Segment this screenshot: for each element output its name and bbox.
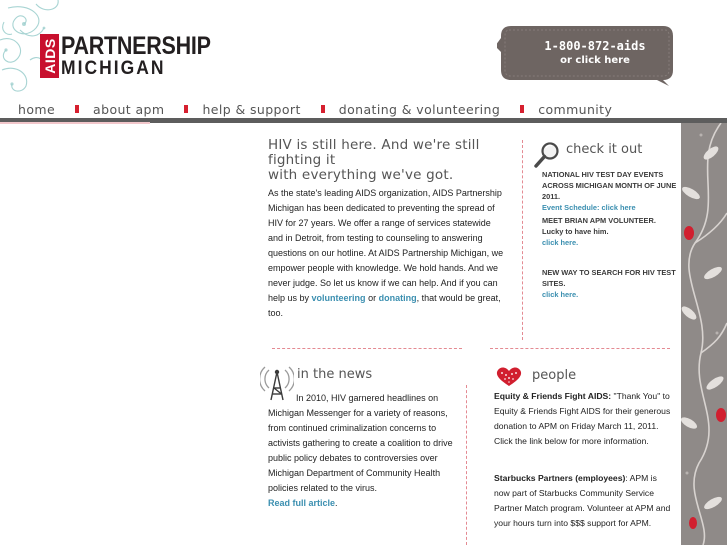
nav-separator bbox=[520, 105, 524, 113]
nav-help-support[interactable]: help & support bbox=[202, 101, 301, 117]
check-divider bbox=[522, 140, 523, 340]
nav-community[interactable]: community bbox=[538, 101, 613, 117]
logo-partnership-text: PARTNERSHIP bbox=[61, 32, 211, 60]
magnifier-icon bbox=[534, 141, 562, 169]
people-item-equity bbox=[494, 389, 674, 449]
news-body bbox=[268, 391, 464, 511]
check-item-text: MEET BRIAN APM VOLUNTEER. Lucky to have him. bbox=[542, 216, 656, 236]
read-full-article-link[interactable]: Read full article bbox=[268, 498, 336, 508]
header bbox=[0, 0, 727, 95]
news-body-text: In 2010, HIV garnered headlines on Michigan Messenger for a variety of reasons, from continued criminalization concerns to activists gathering to create a coalition to drive public policy debates to controversies over Michigan Department of Community Health policies related to the virus. bbox=[268, 393, 453, 493]
check-item-test-day bbox=[542, 169, 678, 213]
intro-headline-line2: with everything we've got. bbox=[268, 167, 454, 183]
logo-michigan-text: MICHIGAN bbox=[61, 58, 166, 79]
logo-aids-text: AIDS bbox=[41, 38, 58, 74]
intro-body-end: , that would be great, too. bbox=[268, 293, 501, 318]
people-item-heading: Starbucks Partners (employees) bbox=[494, 473, 626, 483]
main-nav bbox=[0, 99, 727, 119]
heart-icon bbox=[494, 366, 524, 388]
check-item-text: NATIONAL HIV TEST DAY EVENTS ACROSS MICHIGAN MONTH OF JUNE 2011. bbox=[542, 170, 677, 201]
people-item-starbucks bbox=[494, 471, 674, 531]
in-the-news-title: in the news bbox=[297, 367, 373, 382]
nav-accent-bar bbox=[0, 122, 150, 124]
nav-donating-volunteering[interactable]: donating & volunteering bbox=[338, 101, 501, 117]
meet-brian-link[interactable]: click here. bbox=[542, 238, 579, 247]
floral-pattern-icon bbox=[681, 123, 727, 545]
hotline-button[interactable] bbox=[497, 24, 675, 82]
nav-separator bbox=[184, 105, 188, 113]
people-title: people bbox=[532, 368, 577, 383]
nav-separator bbox=[75, 105, 79, 113]
event-schedule-link[interactable]: Event Schedule: click here bbox=[542, 203, 636, 212]
intro-section bbox=[268, 138, 504, 321]
people-item-text: "Thank You" to Equity & Friends Fight AIDS for their generous donation to APM on Friday March 11, 2011. Click the link below for more information. bbox=[494, 391, 671, 446]
nav-home[interactable]: home bbox=[18, 101, 56, 117]
intro-body-text: As the state's leading AIDS organization, AIDS Partnership Michigan has been dedicated to preventing the spread of HIV for 27 years. We offer a range of services statewide and in Detroit, from testing to counseling to answering questions on our hotline. At AIDS Partnership Michigan, we empower people with knowledge. We hold hands. And we never judge. So let us know if we can help. And if you can help us by bbox=[268, 188, 504, 303]
test-sites-link[interactable]: click here. bbox=[542, 290, 579, 299]
hotline-subtext: or click here bbox=[560, 55, 630, 66]
people-item-text: : APM is now part of Starbucks Community Service Partner Match program. Volunteer at APM and your hours turn into $$$ support for APM. bbox=[494, 473, 671, 528]
nav-separator bbox=[321, 105, 325, 113]
intro-headline-line1: HIV is still here. And we're still fighting it bbox=[268, 137, 480, 168]
people-item-heading: Equity & Friends Fight AIDS: bbox=[494, 391, 612, 401]
intro-body bbox=[268, 186, 504, 321]
logo-aids-badge bbox=[40, 34, 59, 78]
check-item-test-sites bbox=[542, 267, 678, 300]
section-divider bbox=[490, 348, 670, 349]
volunteering-link[interactable]: volunteering bbox=[311, 293, 366, 303]
floral-side-panel bbox=[681, 123, 727, 545]
check-item-meet-brian bbox=[542, 215, 678, 248]
donating-link[interactable]: donating bbox=[378, 293, 417, 303]
hotline-number: 1-800-872-aids bbox=[544, 39, 646, 53]
check-item-text: NEW WAY TO SEARCH FOR HIV TEST SITES. bbox=[542, 268, 676, 288]
section-divider bbox=[272, 348, 462, 349]
intro-headline bbox=[268, 138, 504, 183]
nav-about-apm[interactable]: about apm bbox=[93, 101, 165, 117]
check-it-out-title: check it out bbox=[566, 142, 643, 157]
news-link-end: . bbox=[335, 498, 338, 508]
site-logo[interactable] bbox=[40, 34, 235, 78]
news-divider bbox=[466, 385, 467, 545]
intro-body-or: or bbox=[368, 293, 377, 303]
